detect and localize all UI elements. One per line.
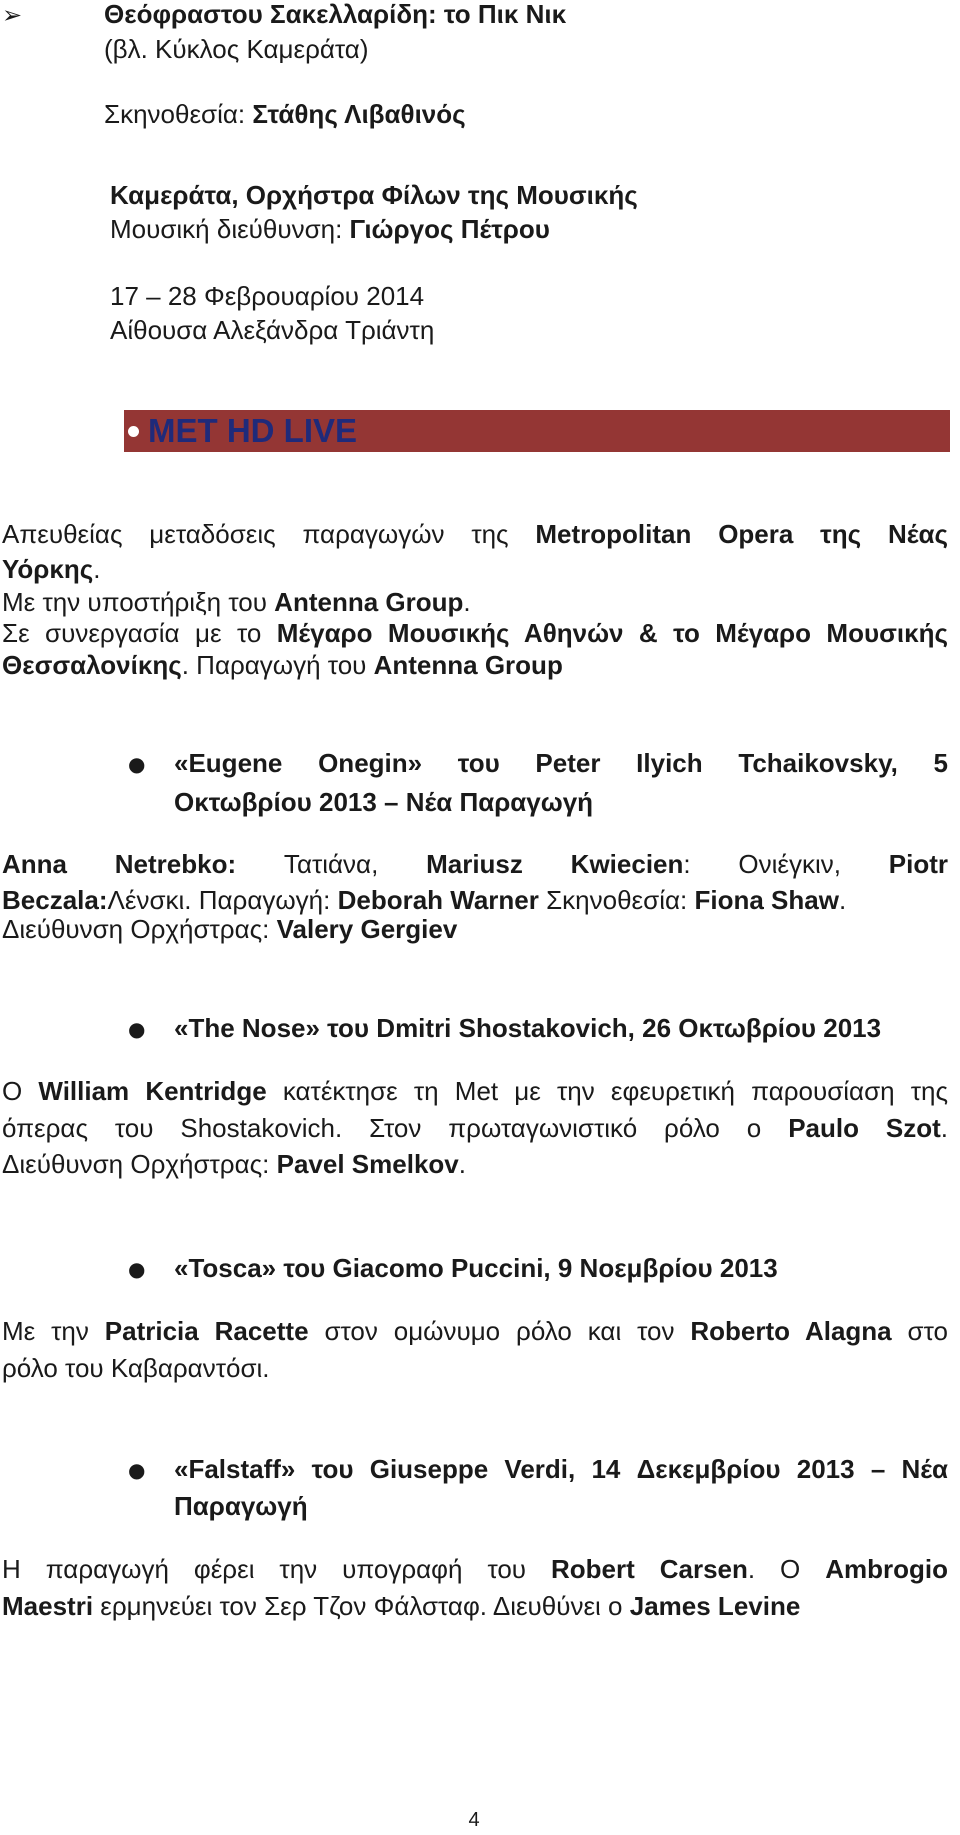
orchestra-name: Καμεράτα, Ορχήστρα Φίλων της Μουσικής (110, 180, 638, 210)
onegin-title-line-2: Οκτωβρίου 2013 – Νέα Παραγωγή (174, 787, 594, 817)
tosca-desc-line-2: ρόλο του Καβαραντόσι. (2, 1353, 270, 1383)
music-direction-line: Μουσική διεύθυνση: Γιώργος Πέτρου (110, 214, 550, 244)
tosca-title: «Tosca» του Giacomo Puccini, 9 Νοεμβρίου 2013 (174, 1253, 778, 1283)
event-title: Θεόφραστου Σακελλαρίδη: το Πικ Νικ (104, 0, 567, 29)
met-hd-live-banner (124, 410, 950, 452)
tosca-desc-line-1: Με την Patricia Racette στον ομώνυμο ρόλο και τον Roberto Alagna στο (2, 1316, 948, 1346)
bullet-icon: ● (128, 1458, 146, 1482)
intro-line-5: Θεσσαλονίκης. Παραγωγή του Antenna Group (2, 650, 563, 680)
falstaff-title-line-2: Παραγωγή (174, 1491, 308, 1521)
page-number: 4 (468, 1809, 480, 1831)
falstaff-title-line-1: «Falstaff» του Giuseppe Verdi, 14 Δεκεμβρίου 2013 – Νέα (174, 1454, 948, 1484)
bullet-icon: ● (128, 1017, 146, 1041)
intro-line-1: Απευθείας μεταδόσεις παραγωγών της Metropolitan Opera της Νέας (2, 519, 948, 549)
bullet-icon: ● (128, 1257, 146, 1281)
event-venue: Αίθουσα Αλεξάνδρα Τριάντη (110, 315, 435, 345)
director-line: Σκηνοθεσία: Στάθης Λιβαθινός (104, 99, 466, 129)
intro-line-4: Σε συνεργασία με το Μέγαρο Μουσικής Αθηνών & το Μέγαρο Μουσικής (2, 618, 948, 648)
bullet-icon (128, 426, 139, 437)
nose-desc-line-3: Διεύθυνση Ορχήστρας: Pavel Smelkov. (2, 1149, 466, 1179)
event-dates: 17 – 28 Φεβρουαρίου 2014 (110, 281, 425, 311)
event-subtitle: (βλ. Κύκλος Καμεράτα) (104, 34, 369, 64)
onegin-desc-line-2: Beczala:Λένσκι. Παραγωγή: Deborah Warner Σκηνοθεσία: Fiona Shaw. (2, 885, 847, 915)
banner-title: MET HD LIVE (148, 412, 358, 449)
onegin-desc-line-3: Διεύθυνση Ορχήστρας: Valery Gergiev (2, 914, 458, 944)
falstaff-desc-line-1: Η παραγωγή φέρει την υπογραφή του Robert Carsen. Ο Ambrogio (2, 1554, 948, 1584)
onegin-desc-line-1: Anna Netrebko: Τατιάνα, Mariusz Kwiecien: Ονιέγκιν, Piotr (2, 849, 948, 879)
intro-line-3: Με την υποστήριξη του Antenna Group. (2, 587, 471, 617)
falstaff-desc-line-2: Maestri ερμηνεύει τον Σερ Τζον Φάλσταφ. Διευθύνει ο James Levine (2, 1591, 801, 1621)
intro-line-2: Υόρκης. (2, 554, 101, 584)
bullet-icon: ● (128, 752, 146, 776)
nose-desc-line-1: Ο William Kentridge κατέκτησε τη Met με την εφευρετική παρουσίαση της (2, 1076, 948, 1106)
arrow-bullet-icon: ➢ (2, 1, 23, 29)
nose-title: «The Nose» του Dmitri Shostakovich, 26 Οκτωβρίου 2013 (174, 1013, 882, 1043)
nose-desc-line-2: όπερας του Shostakovich. Στον πρωταγωνιστικό ρόλο ο Paulo Szot. (2, 1113, 949, 1143)
onegin-title-line-1: «Eugene Onegin» του Peter Ilyich Tchaikovsky, 5 (174, 748, 948, 778)
